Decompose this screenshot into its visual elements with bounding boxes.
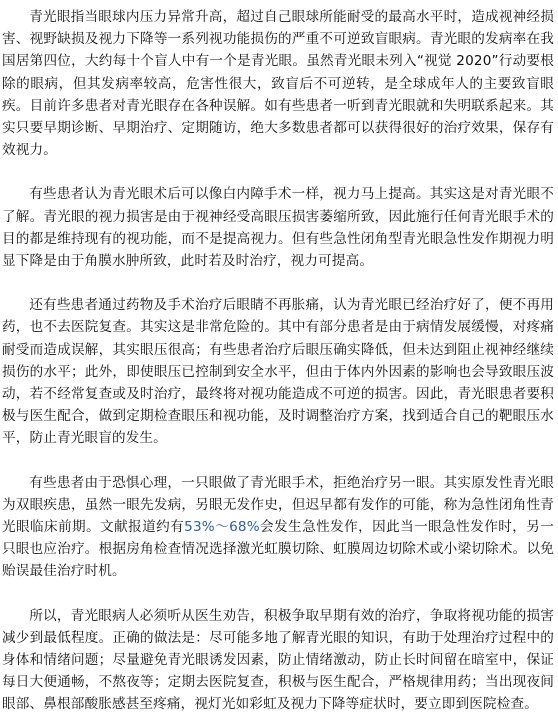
paragraph-stop-treatment: 还有些患者通过药物及手术治疗后眼睛不再胀痛，认为青光眼已经治疗好了，便不再用药，也不去医院复查。其实这是非常危险的。其中有部分患者是由于病情发展缓慢，对疼痛耐受而造成误解，其实眼压很高；有些患者治疗后眼压确实降低，但未达到阻止视神经继续损伤的水平；此外，即使眼压已控制到安全水平，但由于体内外因素的影响也会导致眼压波动，若不经常复查或及时治疗，最终将对视功能造成不可逆的损害。因此，青光眼患者要积极与医生配合，做到定期检查眼压和视功能，及时调整治疗方案，找到适合自己的靶眼压水平，防止青光眼盲的发生。	[2, 297, 554, 447]
paragraph-other-eye	[2, 472, 554, 583]
paragraph-intro: 青光眼指当眼球内压力异常升高，超过自己眼球所能耐受的最高水平时，造成视神经损害、视野缺损及视力下降等一系列视功能损伤的严重不可逆致盲眼病。青光眼的发病率在我国居第四位，大约每十个盲人中有一个是青光眼。虽然青光眼未列入“视觉 2020”行动要根除的眼病，但其发病率较高，危害性很大，致盲后不可逆转，是全球成年人的主要致盲眼疾。目前许多患者对青光眼存在各种误解。如有些患者一听到青光眼就和失明联系起来。其实只要早期诊断、早期治疗、定期随访，绝大多数患者都可以获得很好的治疗效果，保存有效视力。	[2, 9, 554, 159]
paragraph-other-eye-text-before: 有些患者由于恐惧心理，一只眼做了青光眼手术，拒绝治疗另一眼。其实原发性青光眼为双眼疾患，虽然一眼先发病，另眼无发作史，但迟早都有发作的可能，称为急性闭角性青光眼临床前期。文献报道约有	[2, 474, 554, 536]
statistic-highlight: 53%～68%	[184, 519, 260, 536]
paragraph-other-eye-text-after: 会发生急性发作，因此当一眼急性发作时，另一只眼也应治疗。根据房角检查情况选择激光虹膜切除、虹膜周边切除术或小梁切除术。以免贻误最佳治疗时机。	[2, 519, 554, 580]
paragraph-conclusion: 所以，青光眼病人必须听从医生劝告，积极争取早期有效的治疗，争取将视功能的损害减少到最低程度。正确的做法是：尽可能多地了解青光眼的知识，有助于处理治疗过程中的身体和情绪问题；尽量避免青光眼诱发因素，防止情绪激动，防止长时间留在暗室中，保证每日大便通畅，不熬夜等；定期去医院复查，积极与医生配合，严格规律用药；当出现夜间眼部、鼻根部酸胀感甚至疼痛，视灯光如彩虹及视力下降等症状时，要立即到医院检查。	[2, 607, 554, 713]
paragraph-surgery-vision: 有些患者认为青光眼术后可以像白内障手术一样，视力马上提高。其实这是对青光眼不了解。青光眼的视力损害是由于视神经受高眼压损害萎缩所致，因此施行任何青光眼手术的目的都是维持现有的视功能，而不是提高视力。但有些急性闭角型青光眼急性发作期视力明显下降是由于角膜水肿所致，此时若及时治疗，视力可提高。	[2, 186, 554, 270]
